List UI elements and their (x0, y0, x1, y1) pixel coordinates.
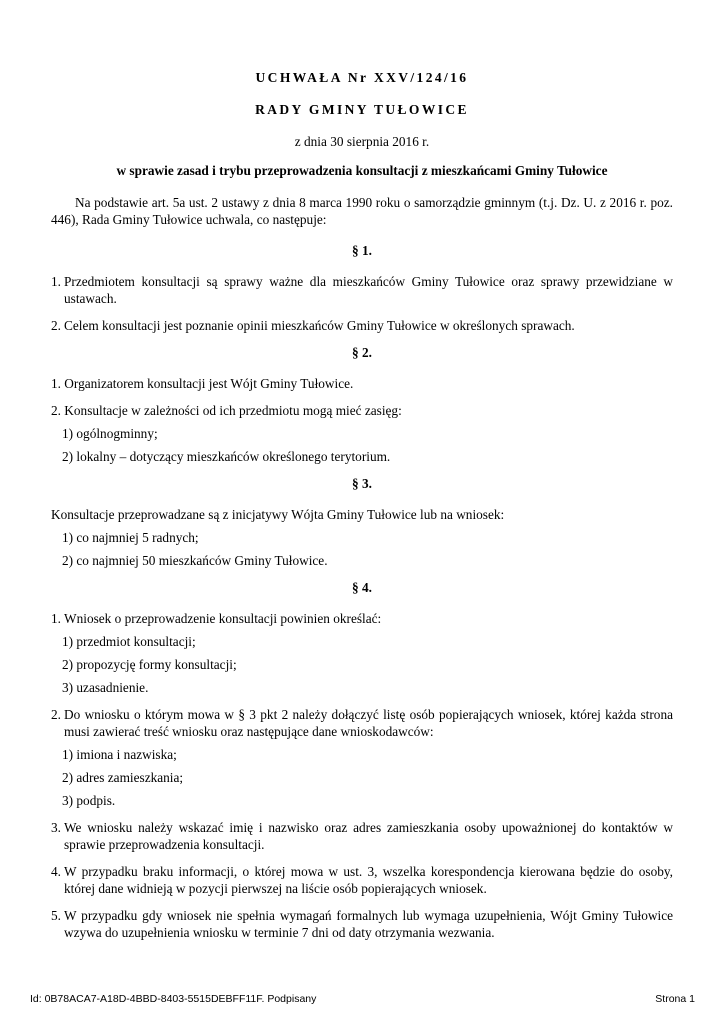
council-name: RADY GMINY TUŁOWICE (255, 102, 469, 117)
list-item: 1. Organizatorem konsultacji jest Wójt Gminy Tułowice. (51, 376, 354, 391)
page-footer (30, 993, 695, 1005)
sub-item: 3) uzasadnienie. (62, 680, 149, 695)
sub-item: 2) propozycję formy konsultacji; (62, 657, 237, 672)
section-heading-1: § 1. (352, 243, 372, 258)
item-text: W przypadku braku informacji, o której mowa w ust. 3, wszelka korespondencja kierowana będzie do osoby, której dane widnieją w pozycji pierwszej na liście osób popierających wniosek. (64, 864, 673, 896)
item-number: 2. (51, 318, 61, 333)
item-number: 1. (51, 274, 61, 289)
list-item (51, 907, 673, 941)
list-item: 2. Konsultacje w zależności od ich przedmiotu mogą mieć zasięg: (51, 403, 402, 418)
sub-item: 1) imiona i nazwiska; (62, 747, 177, 762)
section-heading-4: § 4. (352, 580, 372, 595)
item-number: 5. (51, 908, 61, 923)
item-number: 3. (51, 820, 61, 835)
sub-item: 2) adres zamieszkania; (62, 770, 184, 785)
item-text: Celem konsultacji jest poznanie opinii mieszkańców Gminy Tułowice w określonych sprawach. (64, 318, 575, 333)
item-text: Przedmiotem konsultacji są sprawy ważne dla mieszkańców Gminy Tułowice oraz sprawy przewidziane w ustawach. (64, 274, 673, 306)
resolution-subject: w sprawie zasad i trybu przeprowadzenia konsultacji z mieszkańcami Gminy Tułowice (116, 163, 608, 178)
list-item (51, 317, 673, 334)
document-id: Id: 0B78ACA7-A18D-4BBD-8403-5515DEBFF11F. Podpisany (30, 993, 317, 1005)
item-text: W przypadku gdy wniosek nie spełnia wymagań formalnych lub wymaga uzupełnienia, Wójt Gminy Tułowice wzywa do uzupełnienia wniosku w terminie 7 dni od daty otrzymania wezwania. (64, 908, 673, 940)
list-item (51, 706, 673, 740)
item-text: We wniosku należy wskazać imię i nazwisko oraz adres zamieszkania osoby upoważnionej do kontaktów w sprawie przeprowadzenia konsultacji. (64, 820, 673, 852)
section-heading-2: § 2. (352, 345, 372, 360)
paragraph-text: Konsultacje przeprowadzane są z inicjatywy Wójta Gminy Tułowice lub na wniosek: (51, 507, 505, 522)
item-number: 4. (51, 864, 61, 879)
resolution-date: z dnia 30 sierpnia 2016 r. (294, 134, 430, 149)
legal-basis: Na podstawie art. 5a ust. 2 ustawy z dnia 8 marca 1990 roku o samorządzie gminnym (t.j. Dz. U. z 2016 r. poz. 446), Rada Gminy Tułowice uchwala, co następuje: (51, 195, 673, 227)
document-body (51, 194, 673, 951)
sub-item: 1) ogólnogminny; (62, 426, 158, 441)
list-item: 1. Wniosek o przeprowadzenie konsultacji powinien określać: (51, 611, 382, 626)
list-item (51, 819, 673, 853)
sub-item: 3) podpis. (62, 793, 116, 808)
item-number: 2. (51, 707, 61, 722)
list-item (51, 863, 673, 897)
sub-item: 2) co najmniej 50 mieszkańców Gminy Tułowice. (62, 553, 328, 568)
sub-item: 1) co najmniej 5 radnych; (62, 530, 199, 545)
sub-item: 2) lokalny – dotyczący mieszkańców określonego terytorium. (62, 449, 391, 464)
page-number: Strona 1 (655, 993, 695, 1005)
item-text: Do wniosku o którym mowa w § 3 pkt 2 należy dołączyć listę osób popierających wniosek, której każda strona musi zawierać treść wniosku oraz następujące dane wnioskodawców: (64, 707, 673, 739)
resolution-title: UCHWAŁA Nr XXV/124/16 (255, 70, 469, 85)
section-heading-3: § 3. (352, 476, 372, 491)
list-item (51, 273, 673, 307)
sub-item: 1) przedmiot konsultacji; (62, 634, 196, 649)
